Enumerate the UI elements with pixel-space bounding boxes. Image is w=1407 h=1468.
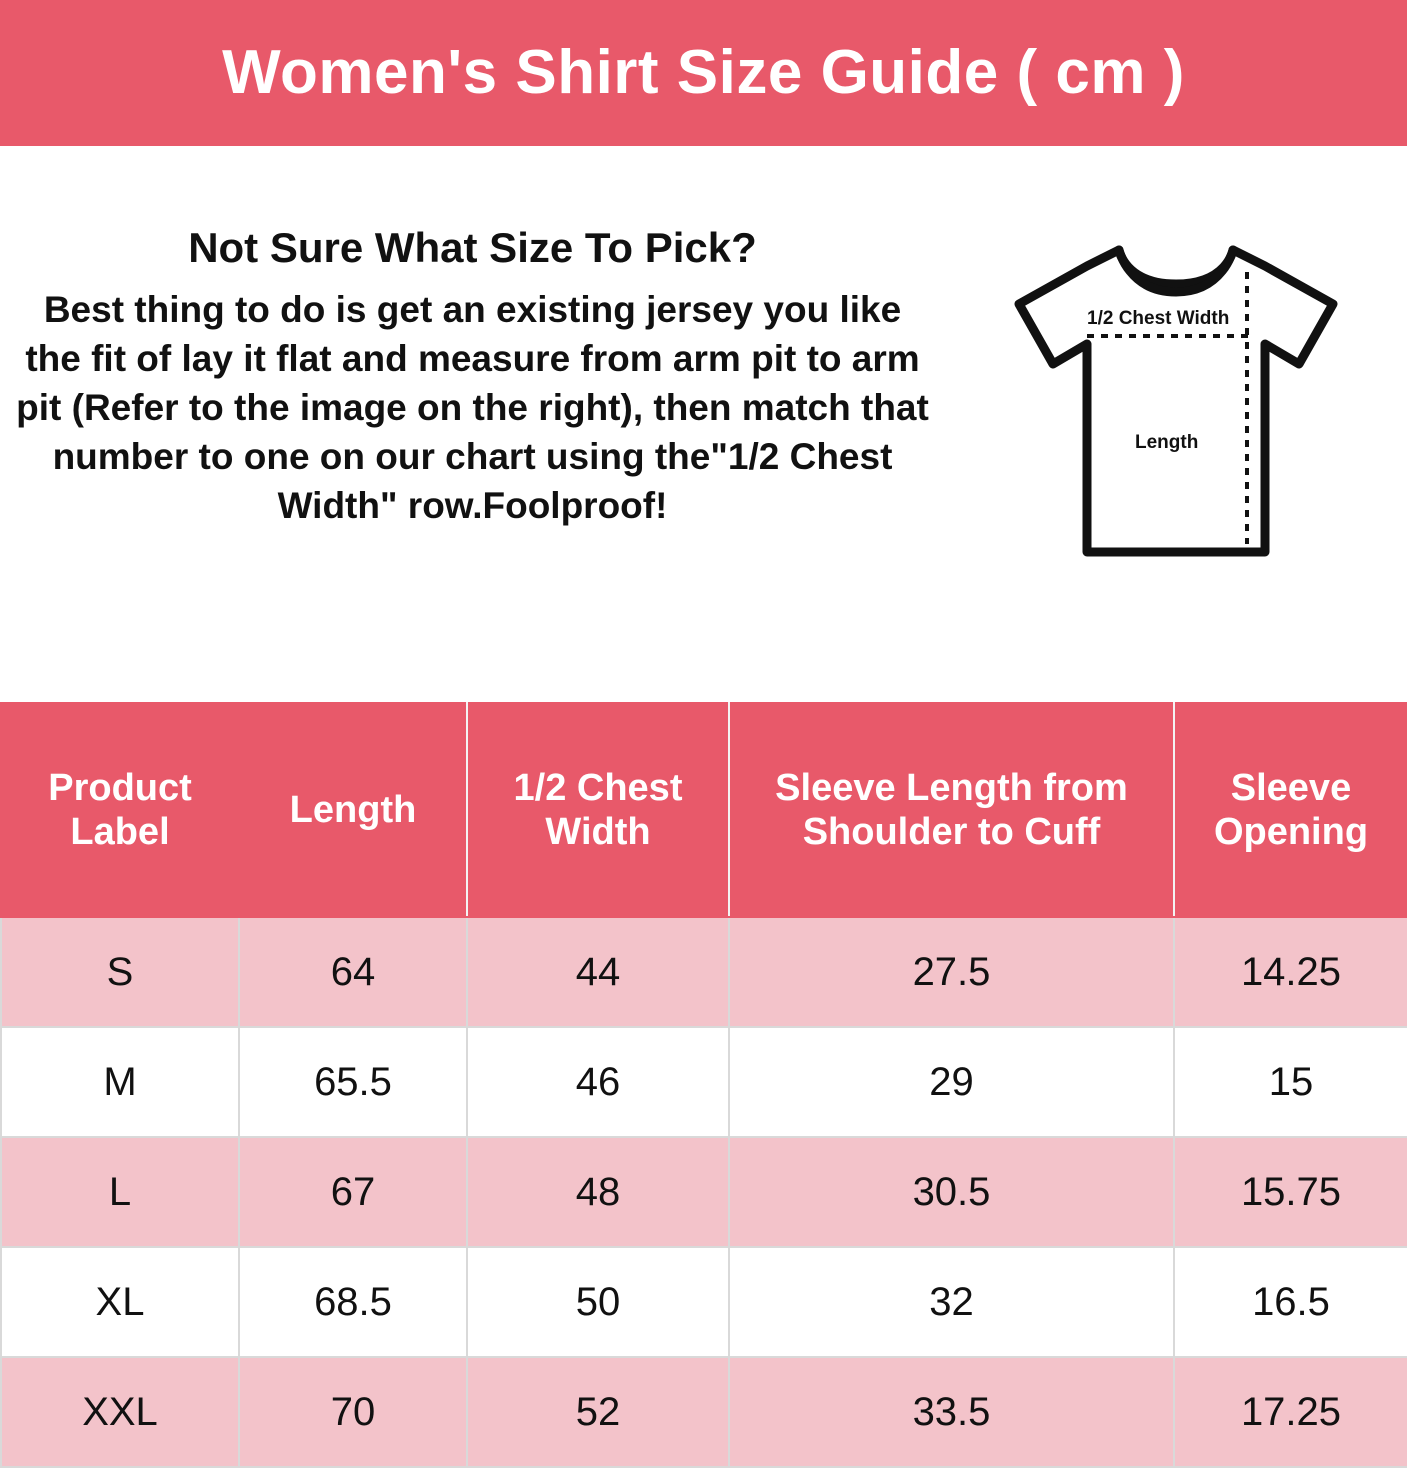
chest-width-label: 1/2 Chest Width xyxy=(1087,308,1230,329)
cell-length: 68.5 xyxy=(239,1247,467,1357)
cell-chest-width: 46 xyxy=(467,1027,729,1137)
cell-sleeve-length: 30.5 xyxy=(729,1137,1174,1247)
table-row xyxy=(1,1027,1407,1137)
table-row xyxy=(1,1357,1407,1467)
shirt-diagram-wrap xyxy=(945,224,1407,572)
cell-size: L xyxy=(1,1137,239,1247)
cell-sleeve-length: 29 xyxy=(729,1027,1174,1137)
size-table xyxy=(0,702,1407,1468)
cell-chest-width: 48 xyxy=(467,1137,729,1247)
cell-length: 65.5 xyxy=(239,1027,467,1137)
column-header-chest-width: 1/2 Chest Width xyxy=(467,703,729,917)
column-header-length: Length xyxy=(239,703,467,917)
cell-size: M xyxy=(1,1027,239,1137)
cell-sleeve-length: 33.5 xyxy=(729,1357,1174,1467)
cell-length: 64 xyxy=(239,917,467,1027)
cell-sleeve-length: 32 xyxy=(729,1247,1174,1357)
table-row xyxy=(1,1137,1407,1247)
tshirt-icon xyxy=(1001,232,1351,572)
table-header-row xyxy=(1,703,1407,917)
shirt-diagram xyxy=(1001,232,1351,572)
cell-sleeve-opening: 14.25 xyxy=(1174,917,1407,1027)
cell-chest-width: 52 xyxy=(467,1357,729,1467)
table-row xyxy=(1,1247,1407,1357)
cell-sleeve-opening: 15 xyxy=(1174,1027,1407,1137)
info-section xyxy=(0,146,1407,702)
info-text-block xyxy=(0,224,945,530)
cell-length: 70 xyxy=(239,1357,467,1467)
cell-size: S xyxy=(1,917,239,1027)
cell-size: XXL xyxy=(1,1357,239,1467)
cell-chest-width: 44 xyxy=(467,917,729,1027)
page-title: Women's Shirt Size Guide ( cm ) xyxy=(222,38,1185,107)
cell-sleeve-opening: 17.25 xyxy=(1174,1357,1407,1467)
length-label: Length xyxy=(1135,432,1199,453)
column-header-sleeve-opening: Sleeve Opening xyxy=(1174,703,1407,917)
title-banner xyxy=(0,0,1407,146)
info-body: Best thing to do is get an existing jersey you like the fit of lay it flat and measure from arm pit to arm pit (Refer to the image on the right), then match that number to one on our chart using the"1/2 Chest Width" row.Foolproof! xyxy=(16,289,929,526)
cell-size: XL xyxy=(1,1247,239,1357)
cell-sleeve-opening: 16.5 xyxy=(1174,1247,1407,1357)
column-header-sleeve-length: Sleeve Length from Shoulder to Cuff xyxy=(729,703,1174,917)
cell-sleeve-length: 27.5 xyxy=(729,917,1174,1027)
table-row xyxy=(1,917,1407,1027)
cell-length: 67 xyxy=(239,1137,467,1247)
cell-chest-width: 50 xyxy=(467,1247,729,1357)
column-header-product-label: Product Label xyxy=(1,703,239,917)
cell-sleeve-opening: 15.75 xyxy=(1174,1137,1407,1247)
info-heading: Not Sure What Size To Pick? xyxy=(188,224,757,271)
